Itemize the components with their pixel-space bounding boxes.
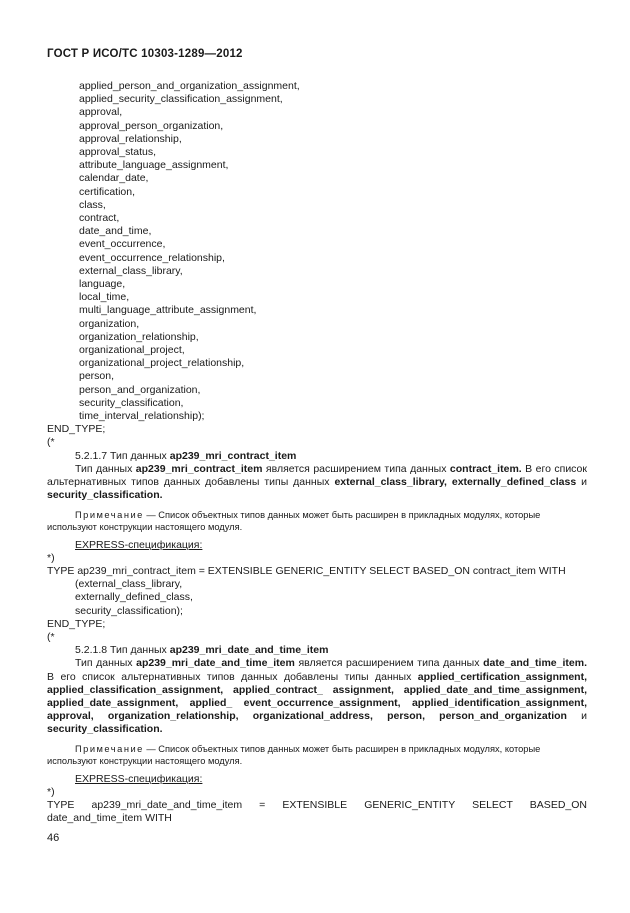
para-bold: ap239_mri_contract_item xyxy=(135,462,263,475)
para-bold: external_class_library, externally_defined_class xyxy=(334,476,577,489)
page-number: 46 xyxy=(47,832,60,844)
type-declaration: TYPE ap239_mri_date_and_time_item = EXTENSIBLE GENERIC_ENTITY SELECT BASED_ON xyxy=(47,798,587,811)
para-text: и xyxy=(566,710,587,723)
para-bold: ap239_mri_date_and_time_item xyxy=(136,657,295,670)
list-item: organizational_project_relationship, xyxy=(79,357,245,370)
note-label: Примечание xyxy=(75,743,144,754)
section-heading-5-2-1-8 xyxy=(47,644,587,657)
list-item: person, xyxy=(79,370,115,383)
comment-close: *) xyxy=(47,785,55,798)
code-line: (external_class_library, xyxy=(75,578,183,591)
type-declaration-continued: date_and_time_item WITH xyxy=(47,812,172,825)
list-item: calendar_date, xyxy=(79,172,149,185)
express-spec-label: EXPRESS-спецификация: xyxy=(75,538,203,551)
comment-close: *) xyxy=(47,551,55,564)
end-type: END_TYPE; xyxy=(47,617,106,630)
type-declaration: TYPE ap239_mri_contract_item = EXTENSIBLE GENERIC_ENTITY SELECT BASED_ON contract_item WITH xyxy=(47,564,566,577)
para-bold: security_classification. xyxy=(47,723,163,736)
note-text: — Список объектных типов данных может быть расширен в прикладных модулях, которые используют конструкции настоящего модуля. xyxy=(47,743,541,766)
select-type-list xyxy=(47,80,587,423)
document-header: ГОСТ Р ИСО/ТС 10303-1289—2012 xyxy=(47,48,243,60)
list-item: class, xyxy=(79,198,106,211)
comment-open: (* xyxy=(47,436,55,449)
list-item: applied_person_and_organization_assignment, xyxy=(79,80,300,92)
list-item: contract, xyxy=(79,212,120,225)
list-item: approval_status, xyxy=(79,146,157,159)
list-item: attribute_language_assignment, xyxy=(79,159,229,172)
code-line: security_classification); xyxy=(75,604,183,617)
section-heading-5-2-1-7 xyxy=(47,450,587,463)
end-type: END_TYPE; xyxy=(47,423,106,436)
heading-text: 5.2.1.7 Тип данных xyxy=(75,449,170,462)
list-item: event_occurrence, xyxy=(79,238,166,251)
list-item: applied_security_classification_assignment, xyxy=(79,93,283,106)
para-bold: security_classification. xyxy=(47,489,163,502)
list-item: person_and_organization, xyxy=(79,383,201,396)
list-item: time_interval_relationship); xyxy=(79,410,205,423)
para-text: Тип данных xyxy=(75,657,137,670)
list-item: local_time, xyxy=(79,291,130,304)
type-code-block xyxy=(47,578,587,618)
list-item: date_and_time, xyxy=(79,225,152,238)
list-item: organization, xyxy=(79,317,140,330)
document-body xyxy=(47,80,587,825)
list-item: external_class_library, xyxy=(79,264,183,277)
note-label: Примечание xyxy=(75,509,144,520)
comment-open: (* xyxy=(47,630,55,643)
heading-type-name: ap239_mri_date_and_time_item xyxy=(169,644,329,657)
code-line: externally_defined_class, xyxy=(75,591,193,604)
list-item: approval, xyxy=(79,106,123,119)
note-5-2-1-7 xyxy=(47,509,587,533)
section-paragraph-5-2-1-7 xyxy=(47,463,587,503)
heading-type-name: ap239_mri_contract_item xyxy=(169,449,297,462)
express-spec-label: EXPRESS-спецификация: xyxy=(75,772,203,785)
para-text: В его список альтернативных типов данных добавлены типы данных xyxy=(47,670,418,683)
list-item: approval_relationship, xyxy=(79,132,182,145)
heading-text: 5.2.1.8 Тип данных xyxy=(75,644,170,657)
list-item: multi_language_attribute_assignment, xyxy=(79,304,257,317)
list-item: language, xyxy=(79,278,126,291)
para-bold: contract_item. xyxy=(449,462,522,475)
list-item: organizational_project, xyxy=(79,344,185,357)
note-text: — Список объектных типов данных может быть расширен в прикладных модулях, которые используют конструкции настоящего модуля. xyxy=(47,509,541,532)
list-item: organization_relationship, xyxy=(79,330,199,343)
para-text: и xyxy=(576,476,587,489)
para-text: является расширением типа данных xyxy=(262,462,450,475)
section-paragraph-5-2-1-8 xyxy=(47,657,587,736)
para-text: В его список альтернативных типов данных добавлены типы данных xyxy=(47,462,587,489)
list-item: event_occurrence_relationship, xyxy=(79,251,225,264)
note-5-2-1-8 xyxy=(47,743,587,767)
para-bold: date_and_time_item. xyxy=(483,657,587,670)
list-item: security_classification, xyxy=(79,396,184,409)
para-text: Тип данных xyxy=(75,462,136,475)
para-bold: applied_certification_assignment, applied_classification_assignment, applied_contract_ assignment, applied_date_and_time_assignment, applied_date_assignment, applied_ event_occurrence_assignment, applied_identification_assignment, approval, organization_relationship, organizational_address, person, person_and_organization xyxy=(47,670,587,723)
para-text: является расширением типа данных xyxy=(294,657,484,670)
list-item: approval_person_organization, xyxy=(79,119,224,132)
list-item: certification, xyxy=(79,185,136,198)
